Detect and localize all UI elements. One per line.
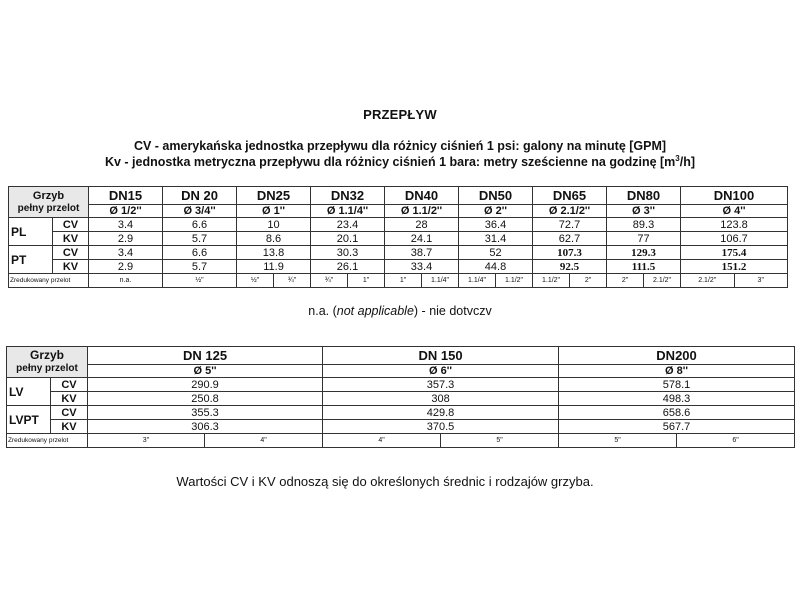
dn-header: DN32 — [311, 187, 385, 205]
value-cell: 38.7 — [385, 246, 459, 260]
subtitle-cv: CV - amerykańska jednostka przepływu dla różnicy ciśnień 1 psi: galony na minutę [GPM] — [133, 139, 667, 153]
group-label-pt: PT — [9, 246, 53, 274]
reduced-cell: n.a. — [89, 274, 163, 288]
group-label-pl: PL — [9, 218, 53, 246]
value-cell: 72.7 — [533, 218, 607, 232]
reduced-cell: 1.1/4" — [422, 274, 459, 288]
value-cell: 3.4 — [89, 218, 163, 232]
header-cell: Grzyb pełny przelot — [9, 187, 89, 218]
reduced-cell: 1.1/2" — [496, 274, 533, 288]
value-cell: 2.9 — [89, 260, 163, 274]
reduced-cell: ½" — [237, 274, 274, 288]
value-cell: 23.4 — [311, 218, 385, 232]
table-row — [9, 187, 788, 205]
value-cell: 62.7 — [533, 232, 607, 246]
value-cell: 52 — [459, 246, 533, 260]
table-row — [9, 218, 788, 232]
value-cell: 5.7 — [163, 232, 237, 246]
reduced-cell: 1" — [385, 274, 422, 288]
dn-header: DN 20 — [163, 187, 237, 205]
group-label-lv: LV — [7, 378, 51, 406]
diameter-cell: Ø 1.1/4'' — [311, 205, 385, 218]
diameter-cell: Ø 1.1/2'' — [385, 205, 459, 218]
table-row — [7, 365, 795, 378]
value-cell: 8.6 — [237, 232, 311, 246]
reduced-cell: 4" — [323, 434, 441, 448]
value-cell: 2.9 — [89, 232, 163, 246]
value-cell: 175.4 — [681, 246, 788, 260]
reduced-cell: ¾" — [311, 274, 348, 288]
value-cell: 6.6 — [163, 246, 237, 260]
table-row — [7, 434, 795, 448]
diameter-cell: Ø 8'' — [559, 365, 795, 378]
dn-header: DN65 — [533, 187, 607, 205]
value-cell: 290.9 — [88, 378, 323, 392]
value-cell: 92.5 — [533, 260, 607, 274]
table-row — [9, 246, 788, 260]
reduced-cell: ¾" — [274, 274, 311, 288]
value-cell: 30.3 — [311, 246, 385, 260]
value-cell: 498.3 — [559, 392, 795, 406]
dn-header: DN40 — [385, 187, 459, 205]
reduced-cell: 1.1/2" — [533, 274, 570, 288]
kv-label: KV — [51, 392, 88, 406]
value-cell: 250.8 — [88, 392, 323, 406]
value-cell: 28 — [385, 218, 459, 232]
table-row — [7, 420, 795, 434]
value-cell: 6.6 — [163, 218, 237, 232]
value-cell: 13.8 — [237, 246, 311, 260]
diameter-cell: Ø 3/4'' — [163, 205, 237, 218]
value-cell: 24.1 — [385, 232, 459, 246]
value-cell: 355.3 — [88, 406, 323, 420]
value-cell: 308 — [323, 392, 559, 406]
diameter-cell: Ø 2.1/2'' — [533, 205, 607, 218]
kv-label: KV — [51, 420, 88, 434]
reduced-cell: ½" — [163, 274, 237, 288]
value-cell: 44.8 — [459, 260, 533, 274]
diameter-cell: Ø 1'' — [237, 205, 311, 218]
diameter-cell: Ø 5'' — [88, 365, 323, 378]
diameter-cell: Ø 6'' — [323, 365, 559, 378]
dn-header: DN15 — [89, 187, 163, 205]
reduced-cell: 2.1/2" — [644, 274, 681, 288]
value-cell: 10 — [237, 218, 311, 232]
reduced-cell: 1" — [348, 274, 385, 288]
diameter-cell: Ø 4'' — [681, 205, 788, 218]
table-row — [7, 347, 795, 365]
flow-table-large — [6, 346, 795, 448]
value-cell: 3.4 — [89, 246, 163, 260]
value-cell: 89.3 — [607, 218, 681, 232]
kv-label: KV — [53, 232, 89, 246]
reduced-cell: 4" — [205, 434, 323, 448]
value-cell: 11.9 — [237, 260, 311, 274]
dn-header: DN80 — [607, 187, 681, 205]
dn-header: DN50 — [459, 187, 533, 205]
dn-header: DN200 — [559, 347, 795, 365]
reduced-cell: 5" — [441, 434, 559, 448]
value-cell: 567.7 — [559, 420, 795, 434]
value-cell: 151.2 — [681, 260, 788, 274]
cv-label: CV — [53, 218, 89, 232]
table-row — [7, 392, 795, 406]
diameter-cell: Ø 3'' — [607, 205, 681, 218]
value-cell: 658.6 — [559, 406, 795, 420]
na-note: n.a. (not applicable) - nie dotvczv — [308, 304, 492, 318]
value-cell: 26.1 — [311, 260, 385, 274]
dn-header: DN 150 — [323, 347, 559, 365]
reduced-cell: 6" — [677, 434, 795, 448]
dn-header: DN100 — [681, 187, 788, 205]
reduced-label: Zredukowany przelot — [9, 274, 89, 288]
diameter-cell: Ø 1/2'' — [89, 205, 163, 218]
value-cell: 106.7 — [681, 232, 788, 246]
header-cell: Grzyb pełny przelot — [7, 347, 88, 378]
reduced-cell: 3" — [88, 434, 205, 448]
value-cell: 5.7 — [163, 260, 237, 274]
footer-note: Wartości CV i KV odnoszą się do określonych średnic i rodzajów grzyba. — [176, 474, 594, 489]
reduced-label: Zredukowany przelot — [7, 434, 88, 448]
value-cell: 36.4 — [459, 218, 533, 232]
cv-label: CV — [51, 406, 88, 420]
reduced-cell: 2.1/2" — [681, 274, 734, 288]
diameter-cell: Ø 2'' — [459, 205, 533, 218]
group-label-lvpt: LVPT — [7, 406, 51, 434]
page-title: PRZEPŁYW — [363, 107, 437, 122]
subtitle-kv: Kv - jednostka metryczna przepływu dla różnicy ciśnień 1 bara: metry sześcienne na godzinę $[m^3/h]$ — [104, 154, 696, 170]
value-cell: 370.5 — [323, 420, 559, 434]
reduced-cell: 2" — [570, 274, 607, 288]
kv-label: KV — [53, 260, 89, 274]
value-cell: 33.4 — [385, 260, 459, 274]
value-cell: 111.5 — [607, 260, 681, 274]
value-cell: 20.1 — [311, 232, 385, 246]
value-cell: 123.8 — [681, 218, 788, 232]
value-cell: 77 — [607, 232, 681, 246]
value-cell: 578.1 — [559, 378, 795, 392]
cv-label: CV — [51, 378, 88, 392]
reduced-cell: 5" — [559, 434, 677, 448]
table-row — [9, 274, 788, 288]
table-row — [9, 260, 788, 274]
dn-header: DN 125 — [88, 347, 323, 365]
reduced-cell: 3" — [734, 274, 788, 288]
value-cell: 31.4 — [459, 232, 533, 246]
reduced-cell: 2" — [607, 274, 644, 288]
table-row — [9, 205, 788, 218]
value-cell: 306.3 — [88, 420, 323, 434]
value-cell: 129.3 — [607, 246, 681, 260]
flow-table-small — [8, 186, 788, 288]
value-cell: 107.3 — [533, 246, 607, 260]
table-row — [9, 232, 788, 246]
table-row — [7, 378, 795, 392]
value-cell: 429.8 — [323, 406, 559, 420]
value-cell: 357.3 — [323, 378, 559, 392]
dn-header: DN25 — [237, 187, 311, 205]
reduced-cell: 1.1/4" — [459, 274, 496, 288]
table-row — [7, 406, 795, 420]
cv-label: CV — [53, 246, 89, 260]
